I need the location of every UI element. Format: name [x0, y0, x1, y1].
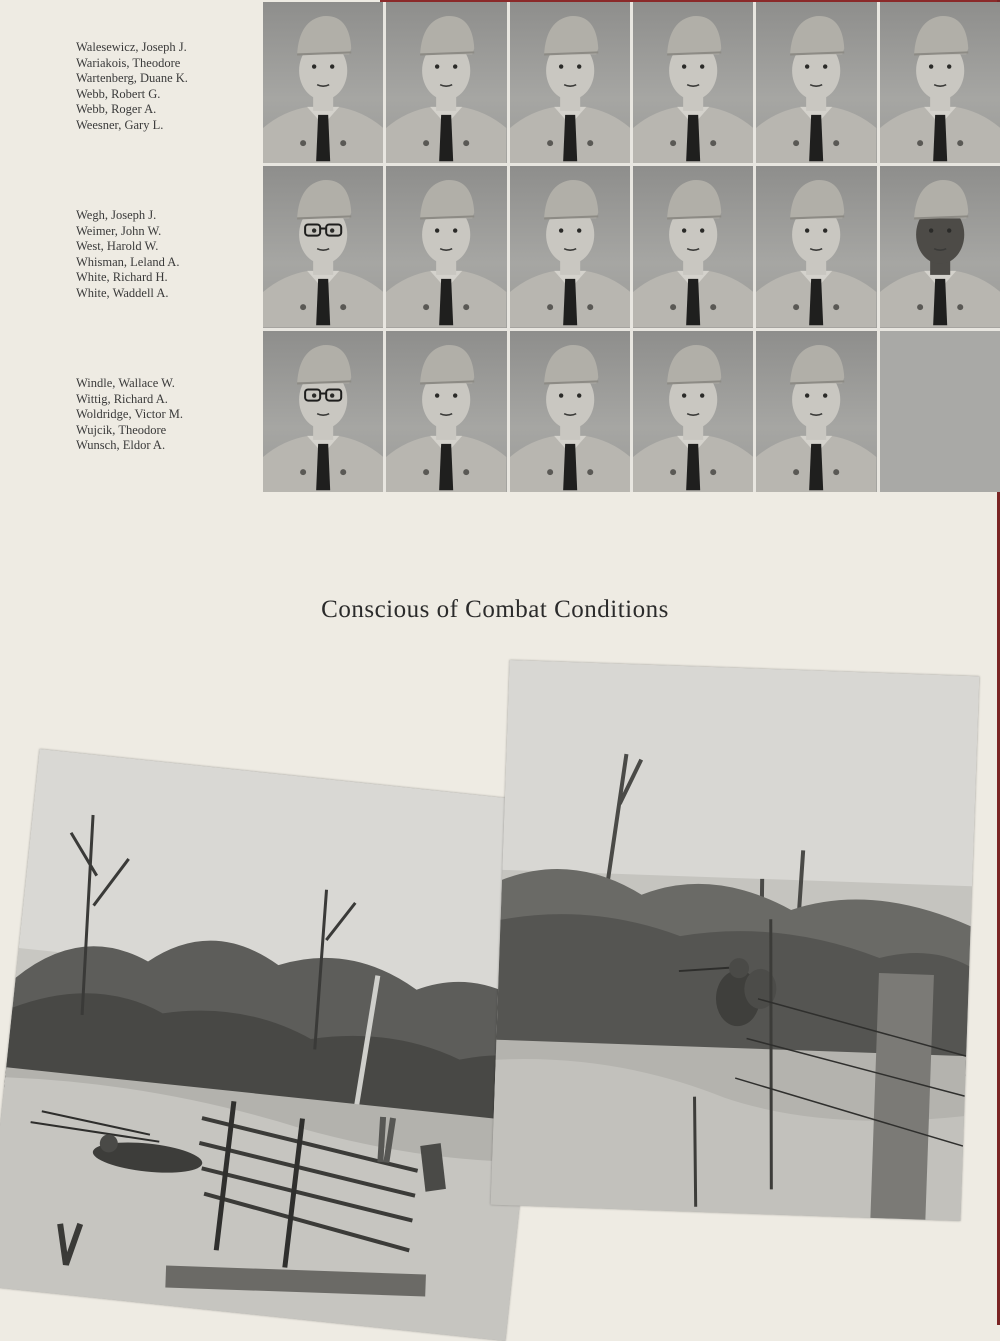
name-list-row-1	[76, 40, 188, 134]
name-entry: Walesewicz, Joseph J.	[76, 40, 187, 54]
name-entry: Wujcik, Theodore	[76, 422, 167, 437]
name-entry: Weimer, John W.	[76, 223, 162, 238]
soldier-portrait	[756, 2, 876, 163]
portrait-grid	[263, 2, 1000, 492]
name-entry: Whisman, Leland A.	[76, 254, 180, 269]
brushland-scene	[491, 660, 980, 1221]
soldier-portrait	[263, 331, 383, 492]
soldier-portrait	[386, 2, 506, 163]
empty-portrait-slot	[880, 331, 1000, 492]
name-entry: Wartenberg, Duane K.	[76, 71, 188, 86]
name-entry: White, Richard H.	[76, 270, 168, 285]
portrait-figure	[633, 2, 753, 163]
portrait-figure	[633, 166, 753, 327]
portrait-figure	[756, 331, 876, 492]
name-entry: West, Harold W.	[76, 239, 159, 254]
name-entry: Woldridge, Victor M.	[76, 407, 184, 422]
soldier-portrait	[633, 331, 753, 492]
name-entry: Wunsch, Eldor A.	[76, 438, 166, 453]
portrait-figure	[263, 331, 383, 492]
name-entry: Wittig, Richard A.	[76, 391, 168, 406]
soldier-portrait	[510, 166, 630, 327]
portrait-figure	[880, 2, 1000, 163]
name-entry: Wariakois, Theodore	[76, 55, 181, 70]
name-entry: White, Waddell A.	[76, 285, 169, 300]
page-title: Conscious of Combat Conditions	[321, 596, 669, 623]
name-entry: Webb, Roger A.	[76, 102, 157, 117]
soldier-portrait	[263, 2, 383, 163]
portrait-figure	[633, 331, 753, 492]
portrait-figure	[510, 166, 630, 327]
portrait-figure	[756, 166, 876, 327]
training-photo-left	[0, 749, 562, 1341]
name-entry: Weesner, Gary L.	[76, 117, 164, 132]
name-list-row-2	[76, 208, 179, 302]
soldier-portrait	[510, 2, 630, 163]
soldier-portrait	[880, 166, 1000, 327]
soldier-portrait	[386, 331, 506, 492]
soldier-portrait	[386, 166, 506, 327]
rifle-range-scene	[0, 749, 562, 1341]
portrait-figure	[880, 166, 1000, 327]
training-photo-right	[491, 660, 980, 1221]
portrait-figure	[263, 2, 383, 163]
portrait-figure	[386, 331, 506, 492]
soldier-portrait	[633, 166, 753, 327]
portrait-figure	[510, 331, 630, 492]
soldier-portrait	[756, 166, 876, 327]
name-entry: Windle, Wallace W.	[76, 376, 175, 390]
soldier-portrait	[633, 2, 753, 163]
soldier-portrait	[510, 331, 630, 492]
portrait-figure	[263, 166, 383, 327]
soldier-portrait	[756, 331, 876, 492]
portrait-figure	[386, 2, 506, 163]
portrait-figure	[756, 2, 876, 163]
soldier-portrait	[263, 166, 383, 327]
portrait-figure	[386, 166, 506, 327]
name-entry: Wegh, Joseph J.	[76, 208, 157, 222]
name-entry: Webb, Robert G.	[76, 86, 161, 101]
portrait-figure	[510, 2, 630, 163]
name-list-row-3	[76, 376, 183, 454]
soldier-portrait	[880, 2, 1000, 163]
